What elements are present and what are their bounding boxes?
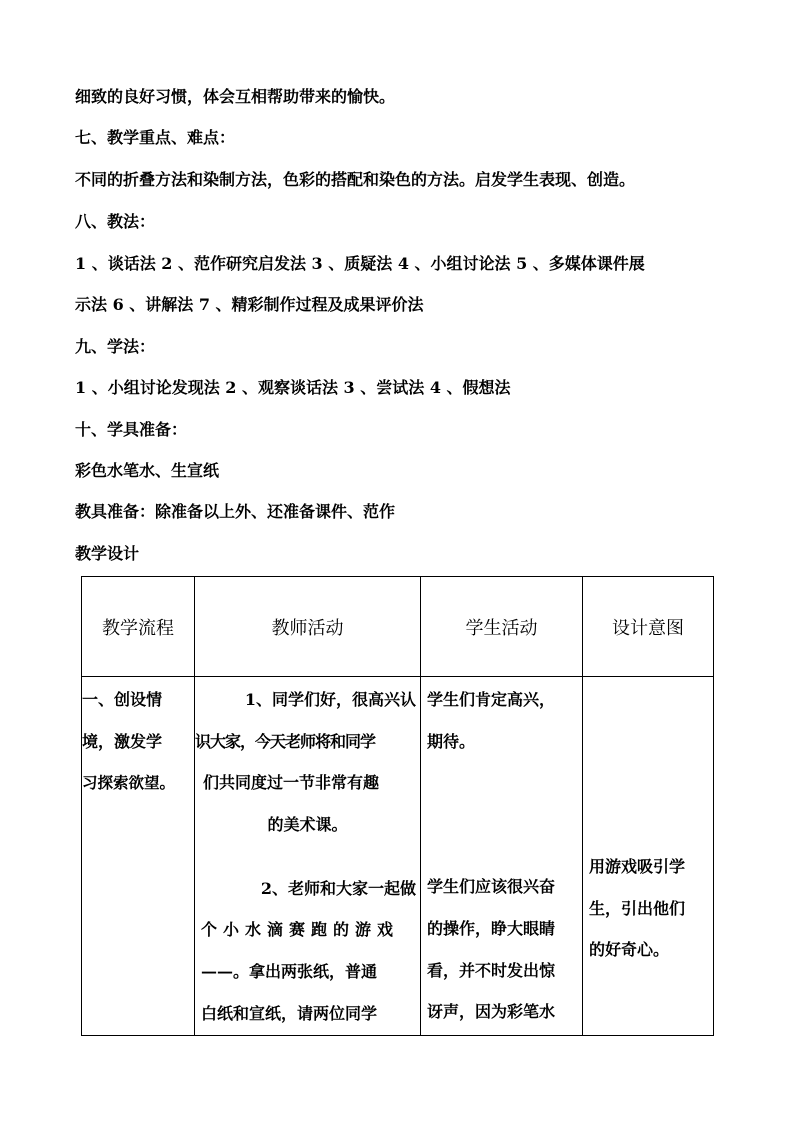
cell-line: ——。拿出两张纸，普通	[201, 962, 378, 982]
cell-line: 看，并不时发出惊	[427, 960, 556, 980]
section-heading-7: 七、教学重点、难点：	[75, 128, 236, 147]
cell-line: 个小水滴赛跑的游戏	[201, 920, 400, 940]
table-header-row	[82, 577, 714, 677]
table-row	[82, 677, 714, 1036]
cell-line: 的美术课。	[267, 815, 348, 835]
cell-line: 一、创设情	[82, 690, 163, 709]
cell-line: 学生们应该很兴奋	[427, 877, 556, 897]
design-intent-cell	[583, 677, 714, 1036]
cell-line: 期待。	[427, 731, 476, 751]
cell-line: 生，引出他们	[589, 898, 686, 918]
teacher-activity-cell	[195, 677, 421, 1036]
cell-line: 用游戏吸引学	[589, 857, 686, 876]
paragraph: 示法 6 、讲解法 7 、精彩制作过程及成果评价法	[75, 295, 424, 314]
header-cell: 学生活动	[421, 577, 583, 677]
section-heading-10: 十、学具准备：	[75, 420, 188, 439]
cell-line: 习探索欲望。	[82, 773, 176, 793]
paragraph: 不同的折叠方法和染制方法，色彩的搭配和染色的方法。启发学生表现、创造。	[75, 170, 636, 189]
section-heading-9: 九、学法：	[75, 337, 156, 356]
cell-line: 白纸和宣纸，请两位同学	[201, 1003, 378, 1023]
cell-line: 们共同度过一节非常有趣	[203, 773, 380, 793]
header-cell: 教学流程	[82, 577, 195, 677]
paragraph: 彩色水笔水、生宣纸	[75, 461, 220, 480]
section-heading-8: 八、教法：	[75, 212, 156, 231]
cell-line: 的操作，睁大眼睛	[427, 919, 556, 939]
teaching-design-table	[81, 576, 714, 1036]
table-caption: 教学设计	[75, 544, 140, 563]
paragraph: 教具准备：除准备以上外、还准备课件、范作	[75, 502, 396, 521]
header-cell: 设计意图	[583, 577, 714, 677]
cell-line: 识大家，今天老师将和同学	[195, 731, 376, 751]
cell-line: 2、老师和大家一起做	[260, 878, 416, 898]
paragraph: 细致的良好习惯，体会互相帮助带来的愉快。	[75, 87, 396, 106]
header-cell: 教师活动	[195, 577, 421, 677]
cell-line: 讶声，因为彩笔水	[427, 1002, 556, 1022]
cell-line: 的好奇心。	[589, 940, 670, 960]
paragraph: 1 、谈话法 2 、范作研究启发法 3 、质疑法 4 、小组讨论法 5 、多媒体课件展	[75, 254, 645, 273]
flow-cell	[82, 677, 195, 1036]
cell-line: 学生们肯定高兴，	[427, 690, 556, 709]
student-activity-cell	[421, 677, 583, 1036]
paragraph: 1 、小组讨论发现法 2 、观察谈话法 3 、尝试法 4 、假想法	[75, 378, 511, 397]
cell-line: 境，激发学	[82, 731, 163, 751]
cell-line: 1、同学们好，很高兴认	[244, 690, 416, 709]
